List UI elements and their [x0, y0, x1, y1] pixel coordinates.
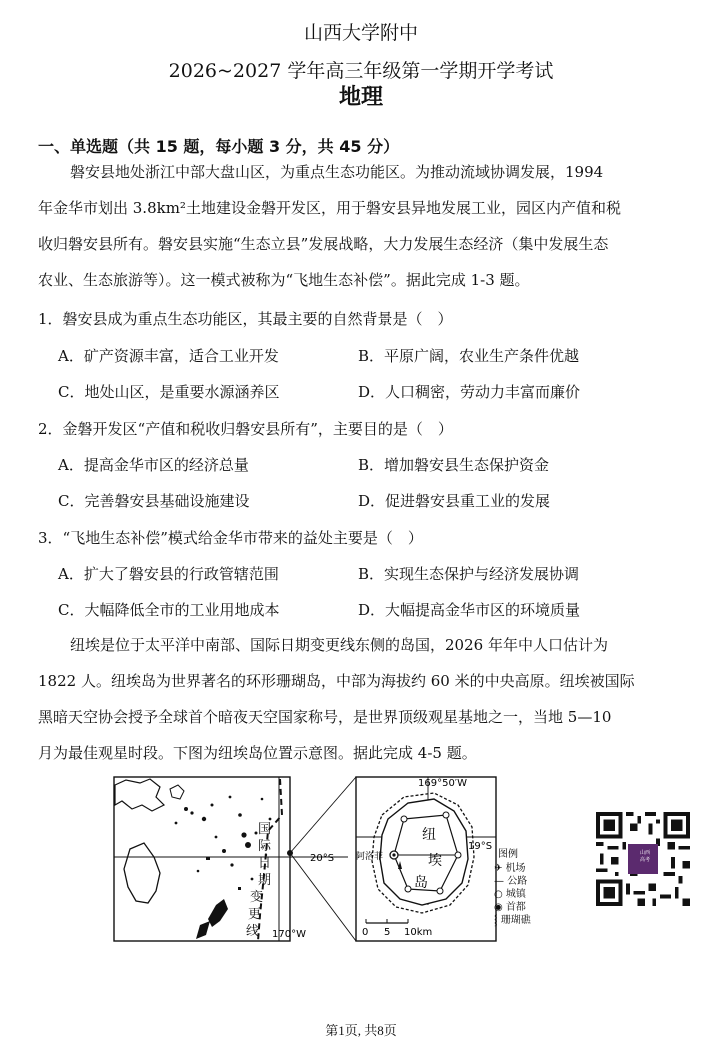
- legend-capital: ◉ 首都: [494, 902, 526, 913]
- inset-latitude-label: 19°S: [468, 841, 493, 852]
- legend-town: ○ 城镇: [494, 889, 526, 900]
- capital-label: 阿洛菲: [356, 852, 384, 862]
- school-name: 山西大学附中: [303, 22, 418, 44]
- passage2-line: 纽埃是位于太平洋中南部、国际日期变更线东侧的岛国，2026 年年中人口估计为: [70, 636, 608, 654]
- dateline-label-char: 期: [258, 873, 272, 888]
- qr-logo: 山西 高考: [639, 850, 650, 863]
- dateline-label-char: 日: [258, 856, 272, 871]
- dateline-label-char: 国: [258, 822, 272, 837]
- passage2-line: 月为最佳观星时段。下图为纽埃岛位置示意图。据此完成 4-5 题。: [38, 744, 477, 762]
- dateline-label-char: 线: [246, 924, 260, 939]
- exam-title: 2026~2027 学年高三年级第一学期开学考试: [168, 60, 554, 82]
- option-b: B．增加磐安县生态保护资金: [358, 456, 550, 474]
- option-d: D．大幅提高金华市区的环境质量: [358, 601, 581, 619]
- option-d: D．人口稠密，劳动力丰富而廉价: [358, 383, 581, 401]
- section-heading: 一、单选题（共 15 题，每小题 3 分，共 45 分）: [38, 137, 400, 156]
- scale-label: 10km: [404, 927, 433, 938]
- option-c: C．地处山区，是重要水源涵养区: [58, 383, 280, 401]
- option-d: D．促进磐安县重工业的发展: [358, 492, 551, 510]
- option-c: C．完善磐安县基础设施建设: [58, 492, 250, 510]
- option-a: A．矿产资源丰富，适合工业开发: [58, 347, 279, 365]
- island-name-char: 埃: [428, 853, 442, 869]
- passage1-line: 收归磐安县所有。磐安县实施“生态立县”发展战略，大力发展生态经济（集中发展生态: [38, 235, 609, 253]
- airport-icon: ✈: [494, 863, 506, 874]
- dateline-label-char: 际: [258, 839, 272, 854]
- option-b: B．实现生态保护与经济发展协调: [358, 565, 580, 583]
- passage2-line: 1822 人。纽埃岛为世界著名的环形珊瑚岛，中部为海拔约 60 米的中央高原。纽埃被国际: [38, 672, 635, 690]
- question-stem: 2．金磐开发区“产值和税收归磐安县所有”，主要目的是（ ）: [38, 420, 453, 438]
- subject-title: 地理: [338, 85, 383, 110]
- capital-icon: ◉: [494, 902, 506, 913]
- island-name-char: 岛: [414, 875, 428, 891]
- legend-road: — 公路: [494, 876, 528, 887]
- legend-reef: ⸾ 珊瑚礁: [494, 915, 531, 926]
- island-name-char: 纽: [422, 827, 436, 843]
- passage1-line: 年金华市划出 3.8km²土地建设金磐开发区，用于磐安县异地发展工业，园区内产值和税: [38, 199, 621, 217]
- legend-list: [494, 862, 531, 927]
- passage2-line: 黑暗天空协会授予全球首个暗夜天空国家称号，是世界顶级观星基地之一，当地 5—10: [38, 708, 612, 726]
- passage1-line: 农业、生态旅游等）。这一模式被称为“飞地生态补偿”。据此完成 1-3 题。: [38, 271, 530, 289]
- inset-longitude-label: 169°50′W: [418, 778, 467, 789]
- option-b: B．平原广阔，农业生产条件优越: [358, 347, 580, 365]
- passage1-line: 磐安县地处浙江中部大盘山区，为重点生态功能区。为推动流域协调发展，1994: [70, 163, 604, 181]
- dateline-label-char: 变: [250, 890, 264, 905]
- option-c: C．大幅降低全市的工业用地成本: [58, 601, 280, 619]
- option-a: A．扩大了磐安县的行政管辖范围: [58, 565, 279, 583]
- latitude-label: 20°S: [310, 853, 335, 864]
- option-a: A．提高金华市区的经济总量: [58, 456, 249, 474]
- longitude-label: 170°W: [272, 929, 306, 940]
- reef-icon: ⸾: [494, 915, 501, 926]
- scale-label: 0: [362, 927, 369, 938]
- legend-airport: ✈ 机场: [494, 863, 526, 874]
- dateline-label-char: 更: [248, 907, 262, 922]
- question-stem: 1．磐安县成为重点生态功能区，其最主要的自然背景是（ ）: [38, 310, 453, 328]
- town-icon: ○: [494, 889, 506, 900]
- map-legend: [498, 847, 518, 860]
- question-stem: 3．“飞地生态补偿”模式给金华市带来的益处主要是（ ）: [38, 529, 423, 547]
- page-footer: 第1页, 共8页: [325, 1023, 397, 1038]
- scale-label: 5: [384, 927, 391, 938]
- road-icon: —: [494, 876, 508, 887]
- legend-title: 图例: [498, 849, 518, 860]
